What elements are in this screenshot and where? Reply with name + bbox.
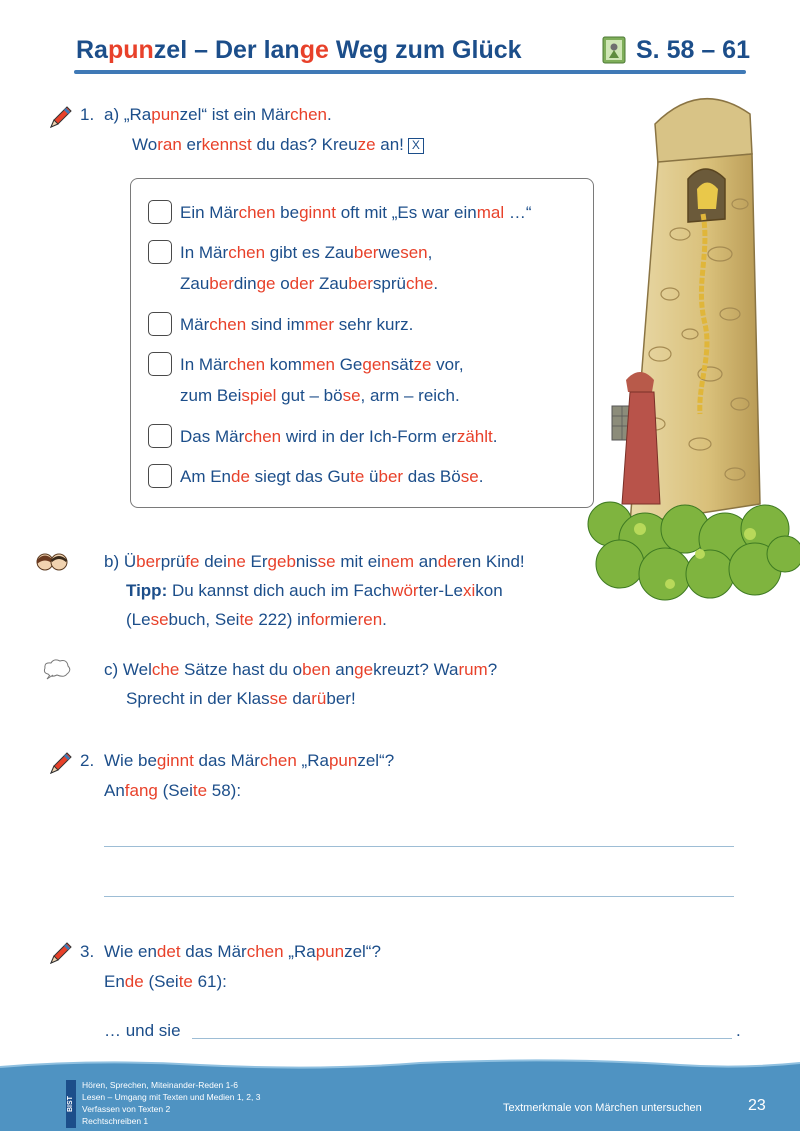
option-5-text bbox=[180, 426, 497, 448]
task-1a-line-2 bbox=[132, 134, 424, 156]
text-segment: ge bbox=[299, 36, 329, 64]
task-3-question bbox=[104, 941, 381, 963]
option-2-text-line-2 bbox=[180, 273, 438, 295]
text-segment: . bbox=[382, 610, 387, 629]
answer-line-2[interactable] bbox=[104, 896, 734, 897]
text-segment: for bbox=[310, 610, 331, 629]
text-segment: pun bbox=[107, 36, 154, 64]
option-1-text bbox=[180, 202, 532, 224]
task-1b-line-1 bbox=[104, 551, 525, 573]
text-segment: zählt bbox=[456, 427, 493, 446]
text-segment: ber bbox=[348, 274, 373, 293]
text-segment: det bbox=[156, 942, 181, 961]
text-segment: „Ra bbox=[296, 751, 329, 770]
text-segment: chen bbox=[228, 243, 266, 262]
option-2-text-line-1 bbox=[180, 242, 432, 264]
task-1b-line-2 bbox=[126, 580, 503, 602]
text-segment: zel – Der lan bbox=[153, 36, 300, 64]
text-segment: ginnt bbox=[156, 751, 194, 770]
text-segment: pun bbox=[315, 942, 345, 961]
text-segment: rü bbox=[311, 689, 327, 708]
text-segment: Das Mär bbox=[180, 427, 245, 446]
standard-2: Lesen – Umgang mit Texten und Medien 1, 2, 3 bbox=[82, 1092, 261, 1102]
text-segment: nis bbox=[295, 552, 318, 571]
task-2-hint bbox=[104, 780, 241, 802]
text-segment: mit ei bbox=[335, 552, 381, 571]
text-segment: chen bbox=[238, 203, 276, 222]
text-segment: sät bbox=[390, 355, 414, 374]
option-4-text-line-2 bbox=[180, 385, 460, 407]
text-segment: gut – bö bbox=[276, 386, 343, 405]
text-segment: . bbox=[492, 427, 498, 446]
text-segment: Du kannst dich auch im Fach bbox=[167, 581, 392, 600]
text-segment: ge bbox=[354, 660, 374, 679]
text-segment: ben bbox=[302, 660, 331, 679]
text-segment: 58): bbox=[207, 781, 242, 800]
text-segment: te bbox=[350, 467, 365, 486]
text-segment: se bbox=[460, 467, 479, 486]
text-segment: rum bbox=[458, 660, 488, 679]
text-segment: 222) in bbox=[253, 610, 311, 629]
text-segment: Wie en bbox=[104, 942, 157, 961]
option-checkbox-6[interactable] bbox=[148, 464, 172, 488]
text-segment: , arm – reich. bbox=[360, 386, 460, 405]
task-1-number: 1. bbox=[80, 105, 95, 124]
text-segment: ren bbox=[357, 610, 383, 629]
text-segment: kom bbox=[265, 355, 302, 374]
text-segment: pun bbox=[328, 751, 358, 770]
page-title bbox=[76, 36, 522, 65]
text-segment: ber! bbox=[326, 689, 356, 708]
text-segment: ber bbox=[136, 552, 161, 571]
text-segment: das Bö bbox=[403, 467, 461, 486]
cross-mark-icon: X bbox=[408, 138, 424, 154]
text-segment: . bbox=[478, 467, 484, 486]
text-segment: ne bbox=[226, 552, 246, 571]
standard-1: Hören, Sprechen, Miteinander-Reden 1-6 bbox=[82, 1080, 238, 1090]
text-segment: siegt das Gu bbox=[249, 467, 351, 486]
option-checkbox-5[interactable] bbox=[148, 424, 172, 448]
text-segment: de bbox=[231, 467, 250, 486]
text-segment: se bbox=[269, 689, 288, 708]
text-segment: te bbox=[239, 610, 254, 629]
text-segment: geb bbox=[267, 552, 296, 571]
text-segment: Sprecht in der Klas bbox=[126, 689, 270, 708]
text-segment: b) Ü bbox=[104, 552, 137, 571]
task-3-number: 3. bbox=[80, 942, 95, 961]
task-3-answer-suffix: . bbox=[736, 1021, 741, 1040]
text-segment: 61): bbox=[192, 972, 227, 991]
text-segment: (Le bbox=[126, 610, 151, 629]
text-segment: Ein Mär bbox=[180, 203, 239, 222]
text-segment: En bbox=[104, 972, 125, 991]
text-segment: mal bbox=[476, 203, 505, 222]
task-1a-line-1 bbox=[104, 104, 332, 126]
text-segment: , bbox=[427, 243, 433, 262]
option-4-text-line-1 bbox=[180, 354, 464, 376]
text-segment: an! bbox=[375, 135, 404, 154]
text-segment: se bbox=[342, 386, 361, 405]
text-segment: xi bbox=[463, 581, 476, 600]
text-segment: sind im bbox=[246, 315, 305, 334]
text-segment: chen bbox=[228, 355, 266, 374]
text-segment: das Mär bbox=[193, 751, 260, 770]
text-segment: mie bbox=[330, 610, 358, 629]
text-segment: ze bbox=[357, 135, 376, 154]
header-underline bbox=[74, 70, 746, 74]
text-segment: Wo bbox=[132, 135, 158, 154]
text-segment: chen bbox=[290, 105, 328, 124]
text-segment: che bbox=[151, 660, 180, 679]
text-segment: In Mär bbox=[180, 355, 229, 374]
task-2-number: 2. bbox=[80, 751, 95, 770]
text-segment: spiel bbox=[241, 386, 277, 405]
text-segment: de bbox=[124, 972, 144, 991]
text-segment: se bbox=[150, 610, 169, 629]
text-segment: ber bbox=[209, 274, 234, 293]
option-3-text bbox=[180, 314, 413, 336]
text-segment: fe bbox=[185, 552, 200, 571]
text-segment: zel“ ist ein Mär bbox=[179, 105, 291, 124]
task-1c-line-1 bbox=[104, 659, 497, 681]
task-1c-line-2 bbox=[126, 688, 356, 710]
standard-3: Verfassen von Texten 2 bbox=[82, 1104, 171, 1114]
text-segment: ran bbox=[157, 135, 182, 154]
text-segment: Er bbox=[245, 552, 268, 571]
text-segment: ? bbox=[487, 660, 498, 679]
text-segment: da bbox=[287, 689, 312, 708]
text-segment: Ra bbox=[76, 36, 108, 64]
text-segment: se bbox=[317, 552, 336, 571]
text-segment: chen bbox=[209, 315, 247, 334]
option-6-text bbox=[180, 466, 483, 488]
text-segment: . bbox=[433, 274, 439, 293]
text-segment: …“ bbox=[504, 203, 532, 222]
text-segment: c) Wel bbox=[104, 660, 152, 679]
text-segment: Zau bbox=[314, 274, 349, 293]
text-segment: te bbox=[178, 972, 193, 991]
standard-4: Rechtschreiben 1 bbox=[82, 1116, 149, 1126]
option-checkbox-3[interactable] bbox=[148, 312, 172, 336]
text-segment: wör bbox=[391, 581, 419, 600]
text-segment: An bbox=[104, 781, 125, 800]
footer-topic: Textmerkmale von Märchen untersuchen bbox=[503, 1102, 702, 1114]
text-segment: kennst bbox=[201, 135, 252, 154]
page-reference: S. 58 – 61 bbox=[636, 36, 750, 64]
text-segment: Sätze hast du o bbox=[179, 660, 303, 679]
text-segment: de bbox=[437, 552, 457, 571]
text-segment: sen bbox=[400, 243, 428, 262]
text-segment: mer bbox=[304, 315, 335, 334]
text-segment: chen bbox=[259, 751, 297, 770]
text-segment: du das? Kreu bbox=[251, 135, 358, 154]
option-checkbox-4[interactable] bbox=[148, 352, 172, 376]
rapunzel-tower-illustration bbox=[560, 84, 800, 614]
task-3-hint bbox=[104, 971, 227, 993]
text-segment: er bbox=[181, 135, 202, 154]
text-segment: men bbox=[301, 355, 335, 374]
text-segment: Tipp: bbox=[126, 581, 168, 600]
task-3-answer-prefix: … und sie bbox=[104, 1021, 181, 1040]
text-segment: ber bbox=[353, 243, 379, 262]
text-segment: din bbox=[233, 274, 257, 293]
text-segment: gibt es Zau bbox=[265, 243, 354, 262]
text-segment: nem bbox=[380, 552, 415, 571]
text-segment: prü bbox=[160, 552, 186, 571]
text-segment: pun bbox=[151, 105, 180, 124]
pencil-icon bbox=[48, 750, 74, 776]
text-segment: kreuzt? Wa bbox=[373, 660, 459, 679]
text-segment: sprü bbox=[372, 274, 406, 293]
text-segment: wird in der Ich-Form er bbox=[281, 427, 457, 446]
text-segment: ginnt bbox=[299, 203, 336, 222]
text-segment: ren Kind! bbox=[456, 552, 525, 571]
text-segment: der bbox=[289, 274, 315, 293]
options-box bbox=[130, 178, 594, 508]
text-segment: „Ra bbox=[283, 942, 316, 961]
text-segment: chen bbox=[244, 427, 282, 446]
text-segment: che bbox=[405, 274, 434, 293]
text-segment: (Sei bbox=[157, 781, 193, 800]
text-segment: ter-Le bbox=[418, 581, 464, 600]
book-icon bbox=[602, 36, 626, 64]
text-segment: Wie be bbox=[104, 751, 157, 770]
text-segment: . bbox=[327, 105, 332, 124]
text-segment: o bbox=[275, 274, 290, 293]
text-segment: (Sei bbox=[143, 972, 179, 991]
answer-line-3[interactable] bbox=[192, 1038, 732, 1039]
text-segment: zum Bei bbox=[180, 386, 242, 405]
option-checkbox-2[interactable] bbox=[148, 240, 172, 264]
text-segment: be bbox=[275, 203, 300, 222]
text-segment: zel“? bbox=[357, 751, 395, 770]
page-number: 23 bbox=[748, 1097, 766, 1114]
text-segment: zel“? bbox=[344, 942, 381, 961]
text-segment: das Mär bbox=[180, 942, 247, 961]
text-segment: Zau bbox=[180, 274, 210, 293]
option-checkbox-1[interactable] bbox=[148, 200, 172, 224]
text-segment: In Mär bbox=[180, 243, 229, 262]
text-segment: te bbox=[192, 781, 208, 800]
text-segment: ze bbox=[413, 355, 432, 374]
text-segment: ge bbox=[256, 274, 276, 293]
partner-work-icon bbox=[34, 551, 70, 573]
text-segment: Mär bbox=[180, 315, 210, 334]
text-segment: an bbox=[330, 660, 355, 679]
text-segment: fang bbox=[124, 781, 158, 800]
text-segment: we bbox=[378, 243, 401, 262]
text-segment: dei bbox=[199, 552, 227, 571]
text-segment: chen bbox=[246, 942, 284, 961]
text-segment: Weg zum Glück bbox=[328, 36, 522, 64]
text-segment: vor, bbox=[431, 355, 464, 374]
task-1b-line-3 bbox=[126, 609, 387, 631]
speech-bubble-icon bbox=[42, 658, 72, 680]
text-segment: oft mit „Es war ein bbox=[335, 203, 477, 222]
text-segment: gen bbox=[362, 355, 391, 374]
text-segment: buch, Sei bbox=[168, 610, 240, 629]
answer-line-1[interactable] bbox=[104, 846, 734, 847]
text-segment: kon bbox=[475, 581, 503, 600]
pencil-icon bbox=[48, 940, 74, 966]
task-2-question bbox=[104, 750, 394, 772]
text-segment: sehr kurz. bbox=[334, 315, 414, 334]
text-segment: an bbox=[414, 552, 438, 571]
pencil-icon bbox=[48, 104, 74, 130]
text-segment: Ge bbox=[334, 355, 363, 374]
text-segment: Am En bbox=[180, 467, 232, 486]
text-segment: ü bbox=[364, 467, 379, 486]
text-segment: a) „Ra bbox=[104, 105, 152, 124]
text-segment: ber bbox=[378, 467, 404, 486]
bist-badge: BIST bbox=[66, 1080, 76, 1128]
